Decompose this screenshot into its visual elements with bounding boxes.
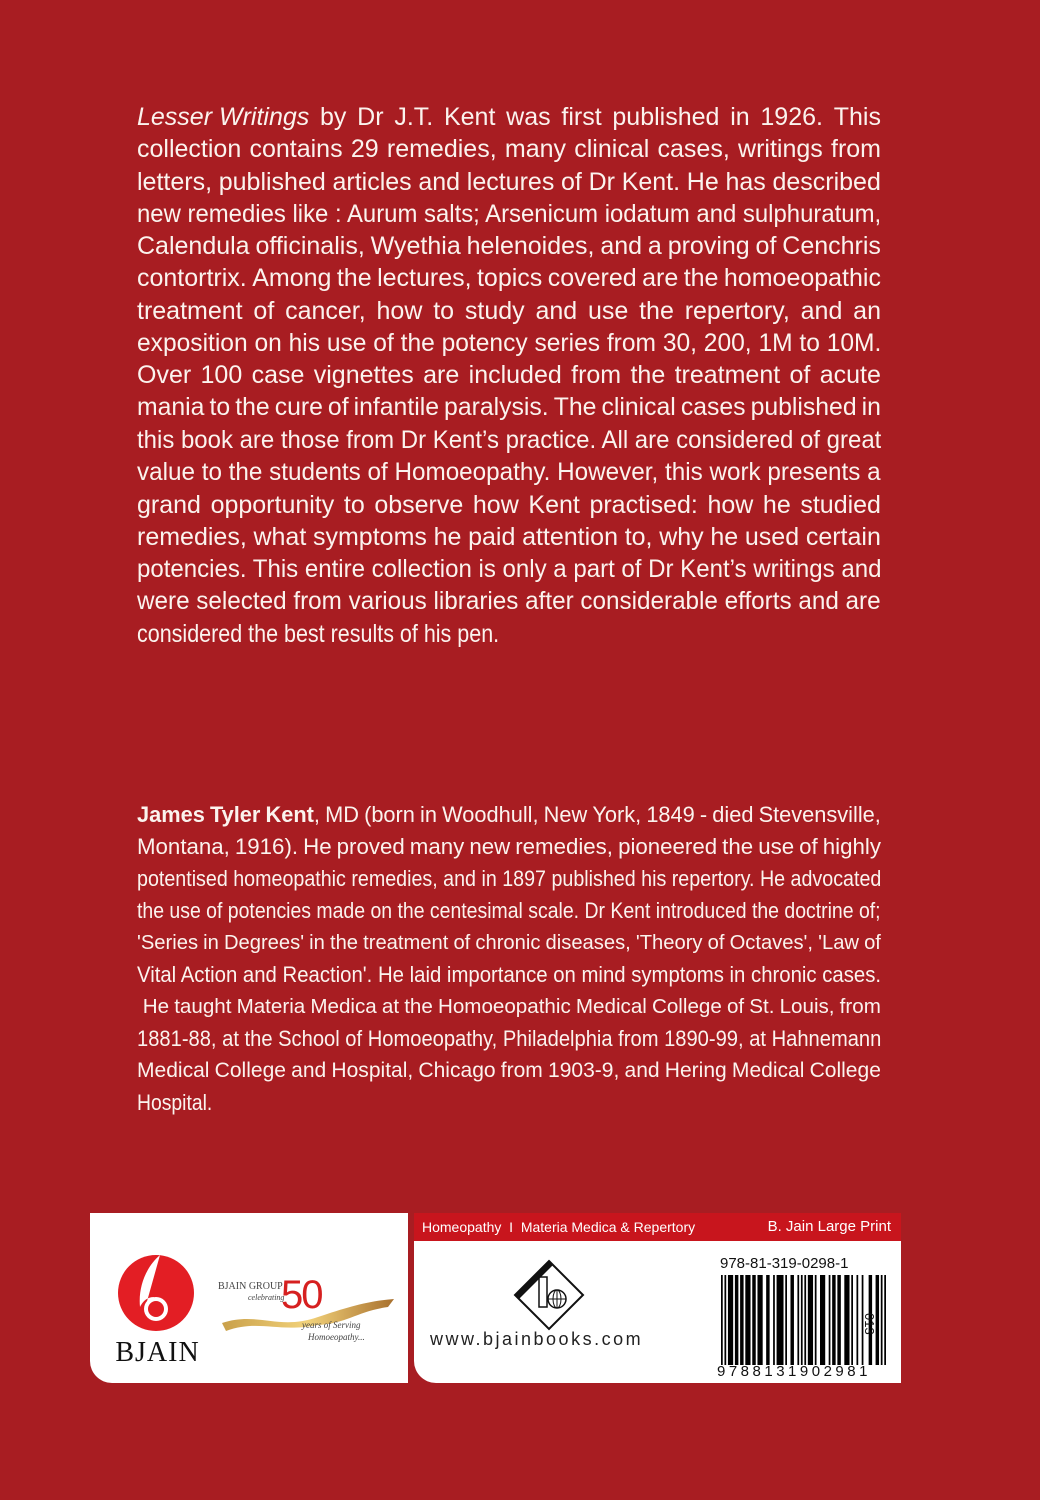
word: MD — [325, 802, 359, 827]
text-line — [137, 327, 881, 359]
word: - — [699, 802, 708, 827]
word: are — [642, 264, 679, 293]
word: 100 — [200, 361, 243, 390]
text-line — [137, 895, 881, 927]
word: to — [433, 296, 455, 325]
word: to — [343, 490, 365, 519]
word: Cenchris — [782, 232, 881, 261]
barcode-bar — [832, 1275, 835, 1365]
book-description — [137, 101, 881, 650]
word: homoeopathic — [723, 264, 881, 293]
text-run: Hospital. — [137, 1090, 213, 1115]
barcode-bar — [844, 1275, 849, 1365]
word: from — [571, 361, 622, 390]
text-run: exposition on his use of the potency series from 30, 200, 1M to 10M. — [137, 329, 881, 358]
word: and — [800, 296, 843, 325]
word: Degrees' — [223, 932, 305, 954]
barcode-bar — [740, 1275, 743, 1365]
barcode-bar — [881, 1275, 883, 1365]
word: helenoides, — [466, 232, 595, 261]
text-line — [137, 991, 881, 1023]
word: cancer, — [285, 296, 366, 325]
text-run: new remedies like : Aurum salts; Arsenicum iodatum and sulphuratum, — [137, 199, 881, 228]
word: and — [291, 1059, 327, 1082]
category-label: Homeopathy I Materia Medica & Repertory — [422, 1219, 696, 1235]
barcode-bar — [785, 1275, 787, 1365]
text-run: Vital Action and Reaction'. He laid importance on mind symptoms in chronic cases. — [137, 962, 881, 987]
word: Dr — [588, 167, 615, 196]
word: 'Series — [137, 932, 199, 954]
word: symptoms — [312, 522, 427, 551]
word: lectures — [466, 167, 555, 196]
barcode-bar — [815, 1275, 817, 1365]
word: proving — [667, 232, 750, 261]
word: James — [137, 802, 205, 827]
text-line — [137, 489, 881, 521]
word: letters, — [137, 167, 213, 196]
word: Hospital, — [331, 1059, 414, 1082]
word: first — [561, 103, 602, 131]
word: to, — [624, 522, 653, 551]
word: Calendula — [137, 232, 250, 261]
word: to — [209, 393, 231, 421]
publisher-logo-panel — [90, 1213, 408, 1383]
word: officinalis, — [255, 232, 365, 261]
word: York, — [592, 802, 642, 827]
word: remedies, — [386, 135, 497, 164]
word: topics — [476, 264, 543, 293]
anniversary-badge — [218, 1273, 398, 1353]
barcode-panel — [414, 1213, 901, 1383]
word: cases — [680, 393, 746, 421]
word: New — [543, 802, 588, 827]
bjain-logo-icon — [116, 1253, 196, 1333]
word: what — [253, 522, 307, 551]
word: Homoeopathic — [437, 995, 571, 1018]
word: of — [755, 232, 777, 261]
word: lectures, — [377, 264, 472, 293]
word: Octaves', — [729, 932, 814, 954]
word: the — [329, 932, 359, 954]
barcode-bar — [804, 1275, 806, 1365]
text-line — [137, 553, 881, 585]
word: of — [864, 932, 881, 954]
isbn-number: 978-81-319-0298-1 — [720, 1255, 849, 1272]
word: mania — [137, 393, 205, 421]
barcode-bar — [790, 1275, 793, 1365]
word: cure — [274, 393, 323, 421]
tagline-line-1: years of Serving — [302, 1320, 361, 1330]
word: why — [659, 522, 704, 551]
word: proved — [336, 834, 405, 859]
word: clinical — [574, 135, 650, 164]
anniversary-number: 50 — [281, 1273, 322, 1317]
word: how — [376, 296, 423, 325]
text-line — [137, 618, 881, 650]
word: remedies, — [137, 522, 247, 551]
word: pioneered — [618, 834, 718, 859]
book-globe-logo-icon — [509, 1255, 589, 1335]
word: of — [707, 932, 725, 954]
word: was — [506, 103, 551, 131]
word: use — [758, 834, 795, 859]
word: clinical — [601, 393, 676, 421]
word: the — [336, 264, 372, 293]
word: 1903-9, — [548, 1059, 620, 1082]
word: Lesser Writings — [137, 103, 310, 131]
text-run: 1881-88, at the School of Homoeopathy, Philadelphia from 1890-99, at Hahnemann — [137, 1026, 881, 1051]
word: Among — [252, 264, 332, 293]
barcode-bar — [735, 1275, 738, 1365]
text-line — [137, 863, 881, 895]
word: new — [469, 834, 511, 859]
word: highly — [822, 834, 881, 859]
word: at — [381, 995, 400, 1018]
word: are — [423, 361, 460, 390]
word: described — [772, 167, 881, 196]
barcode-bar — [721, 1275, 723, 1365]
text-line — [137, 424, 881, 456]
word: in — [861, 393, 881, 421]
word: by — [320, 103, 347, 131]
word: of — [453, 932, 471, 954]
word: the — [404, 995, 433, 1018]
word: chronic — [475, 932, 541, 954]
word: 1926. — [760, 103, 823, 131]
word: in — [203, 932, 219, 954]
word: certain — [805, 522, 881, 551]
word: Medical — [575, 995, 647, 1018]
barcode-bar — [829, 1275, 831, 1365]
text-line — [137, 521, 881, 553]
word: attention — [522, 522, 618, 551]
word: Over — [137, 361, 192, 390]
text-line — [137, 133, 881, 165]
word: 'Theory — [635, 932, 703, 954]
word: a — [647, 232, 662, 261]
word: from — [500, 1059, 543, 1082]
word: collection — [137, 135, 242, 164]
word: Wyethia — [370, 232, 461, 261]
word: 1916). — [234, 834, 299, 859]
barcode-bar — [777, 1275, 784, 1365]
word: 'Law — [818, 932, 859, 954]
word: he — [433, 522, 462, 551]
barcode-bar — [856, 1275, 858, 1365]
word: the — [683, 264, 719, 293]
barcode-bar — [766, 1275, 769, 1365]
barcode-bar — [797, 1275, 799, 1365]
text-line — [137, 831, 881, 863]
word: how — [707, 490, 754, 519]
word: in — [309, 932, 325, 954]
word: study — [464, 296, 525, 325]
word: St. — [749, 995, 775, 1018]
word: taught — [174, 995, 232, 1018]
text-line — [137, 927, 881, 959]
bjain-wordmark: BJAIN — [115, 1337, 200, 1368]
barcode-digits: 9788131902981 — [717, 1363, 871, 1380]
barcode-bar — [884, 1275, 886, 1365]
text-run: potentised homeopathic remedies, and in 1897 published his repertory. He advocated — [137, 866, 881, 891]
tagline-line-2: Homoeopathy... — [308, 1332, 365, 1342]
word: in — [420, 802, 437, 827]
word: contortrix. — [137, 264, 247, 293]
word: opportunity — [210, 490, 335, 519]
group-name: BJAIN GROUP — [218, 1281, 283, 1292]
barcode-bar — [773, 1275, 775, 1365]
barcode-bar — [820, 1275, 825, 1365]
text-line — [137, 585, 881, 617]
word: articles — [332, 167, 412, 196]
text-run: the use of potencies made on the centesimal scale. Dr Kent introduced the doctrine of; — [137, 898, 881, 923]
text-line — [137, 166, 881, 198]
barcode-bar — [745, 1275, 750, 1365]
imprint-label: B. Jain Large Print — [767, 1218, 891, 1235]
word: The — [553, 393, 597, 421]
word: practised: — [589, 490, 698, 519]
word: has — [725, 167, 766, 196]
text-line — [137, 230, 881, 262]
text-line — [137, 1023, 881, 1055]
word: published — [612, 103, 720, 131]
word: included — [468, 361, 562, 390]
word: acute — [819, 361, 881, 390]
word: Montana, — [137, 834, 230, 859]
word: Tyler — [209, 802, 261, 827]
text-line — [137, 959, 881, 991]
word: Medica — [310, 995, 377, 1018]
website-url: www.bjainbooks.com — [430, 1329, 644, 1349]
word: Kent, — [265, 802, 320, 827]
barcode-bar — [837, 1275, 840, 1365]
word: College — [809, 1059, 881, 1082]
word: the — [235, 393, 270, 421]
word: paralysis. — [444, 393, 549, 421]
price-code: 013 — [862, 1313, 877, 1335]
category-band — [414, 1213, 901, 1241]
word: many — [409, 834, 465, 859]
celebrating-label: celebrating — [248, 1293, 285, 1302]
word: of — [789, 361, 811, 390]
text-run: were selected from various libraries after considerable efforts and are — [137, 587, 881, 616]
word: the — [630, 361, 666, 390]
word: paid — [468, 522, 516, 551]
word: he — [710, 522, 739, 551]
barcode-bar — [808, 1275, 813, 1365]
word: diseases, — [545, 932, 631, 954]
barcode-bar — [757, 1275, 762, 1365]
word: he — [762, 490, 791, 519]
word: vignettes — [313, 361, 414, 390]
barcode-bar — [724, 1275, 726, 1365]
word: treatment — [363, 932, 449, 954]
word: He — [303, 834, 332, 859]
barcode-bar — [851, 1275, 853, 1365]
text-line — [137, 198, 881, 230]
text-line — [137, 1055, 881, 1087]
word: Kent — [443, 103, 496, 131]
text-run: potencies. This entire collection is only a part of Dr Kent’s writings and — [137, 555, 881, 584]
text-line — [137, 359, 881, 391]
word: and — [418, 167, 461, 196]
text-line — [137, 101, 881, 133]
word: many — [504, 135, 567, 164]
word: use — [587, 296, 629, 325]
word: This — [833, 103, 881, 131]
word: 29 — [350, 135, 379, 164]
word: how — [472, 490, 519, 519]
word: College — [214, 1059, 286, 1082]
barcode-bar — [728, 1275, 733, 1365]
word: Woodhull, — [442, 802, 539, 827]
word: College — [651, 995, 722, 1018]
word: used — [744, 522, 800, 551]
text-run: considered the best results of his pen. — [137, 619, 500, 648]
word: of — [327, 393, 349, 421]
word: He — [137, 995, 170, 1018]
text-run: this book are those from Dr Kent’s practice. All are considered of great — [137, 425, 881, 454]
word: case — [251, 361, 305, 390]
text-line — [137, 392, 881, 424]
word: Louis, — [779, 995, 835, 1018]
word: Dr — [357, 103, 384, 131]
word: of — [726, 995, 745, 1018]
word: of — [561, 167, 582, 196]
word: J.T. — [394, 103, 434, 131]
word: the — [722, 834, 754, 859]
word: Materia — [236, 995, 306, 1018]
word: Kent. — [621, 167, 681, 196]
text-line — [137, 262, 881, 294]
word: studied — [800, 490, 881, 519]
word: writings — [738, 135, 823, 164]
anniversary-tagline — [302, 1319, 365, 1343]
word: grand — [137, 490, 201, 519]
word: cases, — [657, 135, 730, 164]
word: Stevensville, — [758, 802, 881, 827]
word: contains — [249, 135, 343, 164]
word: Medical — [731, 1059, 805, 1082]
text-line — [137, 1087, 881, 1119]
author-biography — [137, 799, 881, 1119]
text-line — [137, 799, 881, 831]
word: of — [799, 834, 818, 859]
word: repertory, — [684, 296, 790, 325]
word: 1849 — [646, 802, 695, 827]
barcode-bar — [752, 1275, 755, 1365]
barcode-bar — [801, 1275, 803, 1365]
text-run: value to the students of Homoeopathy. However, this work presents a — [137, 458, 881, 487]
word: Medical — [137, 1059, 210, 1082]
word: Kent — [528, 490, 580, 519]
text-line — [137, 295, 881, 327]
word: He — [686, 167, 719, 196]
word: infantile — [353, 393, 439, 421]
word: in — [730, 103, 750, 131]
word: Hering — [664, 1059, 727, 1082]
word: Chicago — [418, 1059, 496, 1082]
word: published — [218, 167, 326, 196]
word: an — [853, 296, 881, 325]
word: died — [712, 802, 754, 827]
word: from — [831, 135, 881, 164]
word: and — [600, 232, 643, 261]
word: published — [750, 393, 857, 421]
word: the — [639, 296, 674, 325]
word: remedies, — [515, 834, 613, 859]
word: treatment — [137, 296, 243, 325]
word: and — [535, 296, 578, 325]
text-line — [137, 456, 881, 488]
word: from — [839, 995, 881, 1018]
word: covered — [547, 264, 637, 293]
word: of — [253, 296, 275, 325]
word: treatment — [674, 361, 781, 390]
word: observe — [374, 490, 464, 519]
word: (born — [364, 802, 415, 827]
word: and — [624, 1059, 660, 1082]
